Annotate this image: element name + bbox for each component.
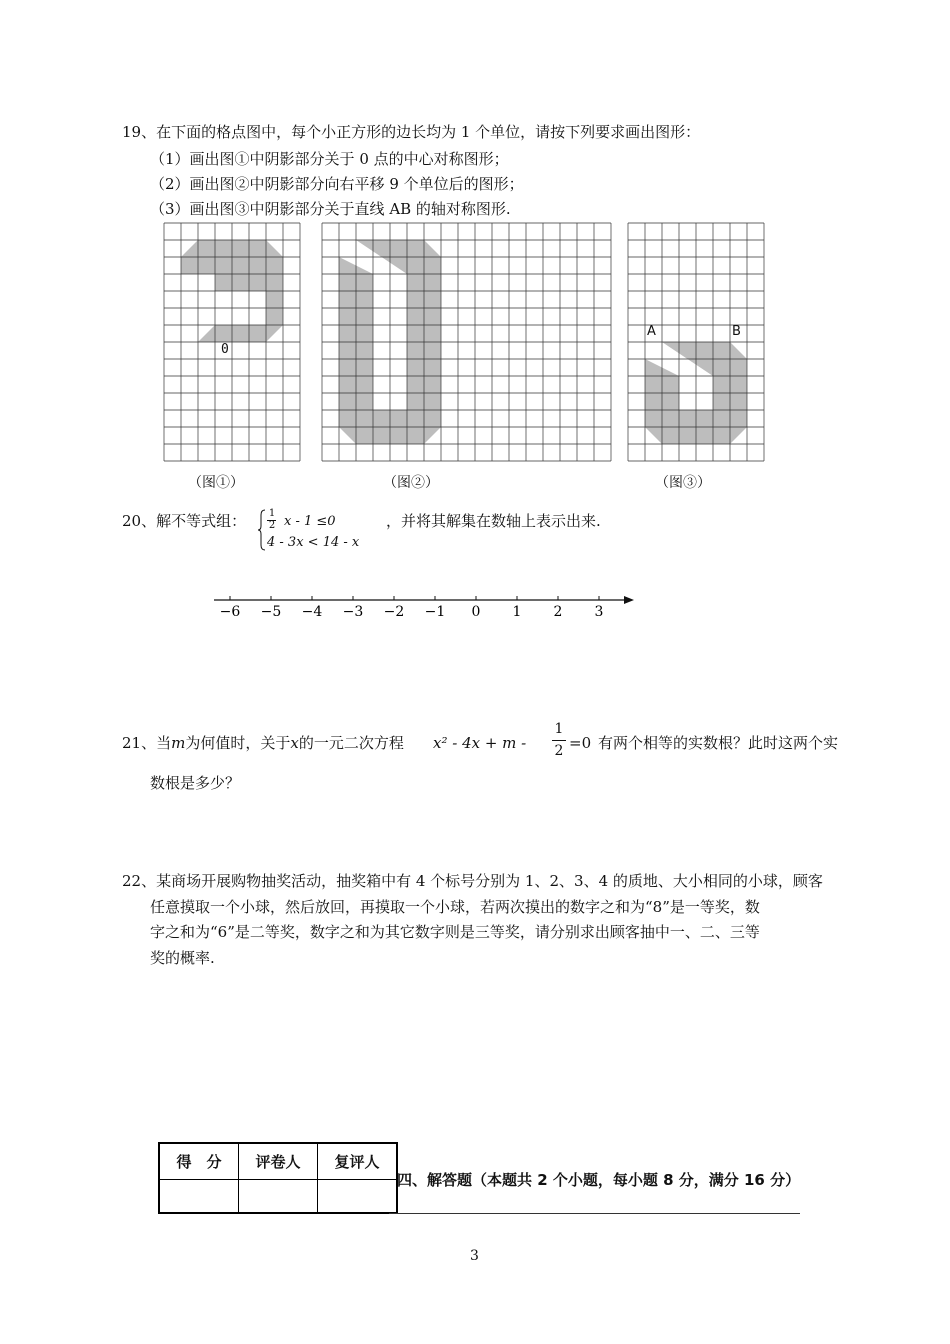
q21-eq-right: =0 (569, 734, 592, 752)
q21-part-4: 有两个相等的实数根？此时这两个实 (598, 734, 839, 752)
q22-line-4: 奖的概率. (150, 949, 215, 967)
grader-header: 评卷人 (239, 1143, 318, 1179)
grader-cell[interactable] (239, 1179, 318, 1213)
fig3-caption: （图③） (655, 475, 711, 491)
q21-var-x: x (290, 734, 299, 752)
reviewer-cell[interactable] (318, 1179, 398, 1213)
q22-line-1: 22、某商场开展购物抽奖活动，抽奖箱中有 4 个标号分别为 1、2、3、4 的质地、大小相同的小球，顾客 (122, 872, 823, 890)
grid-figure-2 (322, 223, 608, 461)
number-line-arrow (624, 596, 634, 604)
fig2-caption: （图②） (383, 475, 439, 491)
section-underline (389, 1213, 800, 1214)
number-line-tick-label: −4 (301, 604, 323, 620)
score-header: 得 分 (159, 1143, 239, 1179)
number-line-tick-label: −6 (219, 604, 241, 620)
q19-item-3: （3）画出图③中阴影部分关于直线 AB 的轴对称图形. (150, 200, 511, 218)
q21-frac-bar (552, 740, 566, 741)
q21-frac-num: 1 (554, 721, 564, 737)
point-a-label: A (647, 324, 656, 339)
q21-line-2: 数根是多少？ (150, 774, 241, 792)
score-cell[interactable] (159, 1179, 239, 1213)
score-table (158, 1142, 398, 1214)
section-4-title: 四、解答题（本题共 2 个小题，每小题 8 分，满分 16 分） (397, 1171, 801, 1189)
grid-figure-3 (628, 223, 764, 461)
point-o-label: 0 (221, 342, 229, 357)
number-line-tick-label: −5 (260, 604, 282, 620)
q22-line-2: 任意摸取一个小球，然后放回，再摸取一个小球，若两次摸出的数字之和为“8”是一等奖，数 (150, 898, 760, 916)
q21-part-1: 21、当 (122, 734, 172, 752)
number-line-tick-label: 2 (553, 604, 563, 620)
number-line-tick-label: −2 (383, 604, 405, 620)
q20-ineq-2: 4 - 3x < 14 - x (267, 535, 360, 550)
q19-stem: 19、在下面的格点图中，每个小正方形的边长均为 1 个单位，请按下列要求画出图形： (122, 123, 701, 141)
q19-item-2: （2）画出图②中阴影部分向右平移 9 个单位后的图形； (150, 175, 524, 193)
page-number: 3 (470, 1248, 479, 1264)
fig1-caption: （图①） (188, 475, 244, 491)
reviewer-header: 复评人 (318, 1143, 398, 1179)
system-brace (258, 509, 260, 551)
q20-frac-den: 2 (268, 520, 276, 531)
q20-frac-num: 1 (268, 508, 276, 519)
number-line-tick-label: −1 (424, 604, 446, 620)
q21-part-3: 的一元二次方程 (298, 734, 404, 752)
q21-part-2: 为何值时，关于 (185, 734, 291, 752)
grid-figure-1 (164, 223, 300, 461)
q21-var-m: m (171, 734, 186, 752)
number-line (214, 590, 634, 620)
q20-ineq-1-rest: x - 1 ≤0 (284, 514, 336, 529)
q21-frac-den: 2 (554, 743, 564, 759)
number-line-tick-label: 1 (512, 604, 522, 620)
q21-line-1 (122, 733, 404, 753)
q20-suffix: ，并将其解集在数轴上表示出来. (386, 512, 601, 530)
q21-eq-left: x² - 4x + m - (433, 734, 527, 752)
q19-item-1: （1）画出图①中阴影部分关于 0 点的中心对称图形； (150, 150, 509, 168)
q20-prefix: 20、解不等式组： (122, 512, 247, 530)
q22-line-3: 字之和为“6”是二等奖，数字之和为其它数字则是三等奖，请分别求出顾客抽中一、二、三等 (150, 923, 760, 941)
number-line-tick-label: 0 (471, 604, 481, 620)
point-b-label: B (732, 324, 741, 339)
number-line-tick-label: −3 (342, 604, 364, 620)
number-line-tick-label: 3 (594, 604, 604, 620)
